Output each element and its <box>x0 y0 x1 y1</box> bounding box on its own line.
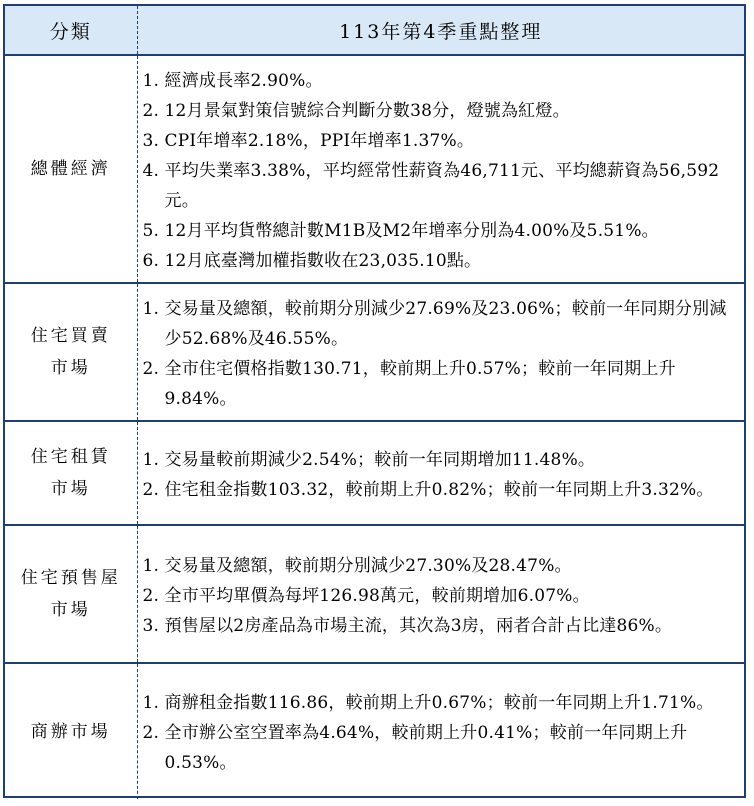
item-number: 2. <box>142 479 160 500</box>
section-category <box>5 55 137 283</box>
item-number: 1. <box>142 70 160 91</box>
item-text: 平均失業率3.38%，平均經常性薪資為46,711元、平均總薪資為56,592元。 <box>164 160 720 211</box>
list-item <box>143 611 741 641</box>
header-category: 分類 <box>5 6 137 55</box>
section-category-line: 住宅買賣 <box>30 326 111 346</box>
list-item <box>143 354 741 414</box>
list-item <box>143 216 741 246</box>
item-number: 4. <box>142 160 160 181</box>
section-items <box>137 55 744 283</box>
item-text: 12月景氣對策信號綜合判斷分數38分，燈號為紅燈。 <box>164 100 570 121</box>
summary-body <box>5 55 744 799</box>
item-text: CPI年增率2.18%，PPI年增率1.37%。 <box>164 130 475 151</box>
item-list <box>143 445 741 505</box>
summary-table <box>5 6 744 799</box>
item-text: 預售屋以2房產品為市場主流，其次為3房，兩者合計占比達86%。 <box>164 615 673 636</box>
section-category <box>5 525 137 663</box>
section-row <box>5 421 744 525</box>
section-category <box>5 663 137 799</box>
item-text: 全市平均單價為每坪126.98萬元，較前期增加6.07%。 <box>164 585 590 606</box>
section-category <box>5 283 137 421</box>
section-category-line: 市場 <box>50 479 91 499</box>
list-item <box>143 445 741 475</box>
item-number: 5. <box>142 220 160 241</box>
header-summary-title: 113年第4季重點整理 <box>137 6 744 55</box>
section-row <box>5 55 744 283</box>
list-item <box>143 156 741 216</box>
item-number: 3. <box>142 130 160 151</box>
item-text: 交易量及總額，較前期分別減少27.30%及28.47%。 <box>164 555 572 576</box>
list-item <box>143 581 741 611</box>
item-text: 全市住宅價格指數130.71，較前期上升0.57%；較前一年同期上升9.84%。 <box>164 358 676 409</box>
item-number: 1. <box>142 298 160 319</box>
item-text: 全市辦公室空置率為4.64%，較前期上升0.41%；較前一年同期上升0.53%。 <box>164 723 688 773</box>
list-item <box>143 96 741 126</box>
section-category-line: 住宅預售屋 <box>20 568 121 588</box>
section-items <box>137 525 744 663</box>
item-list <box>143 294 741 414</box>
item-list <box>143 551 741 641</box>
section-row <box>5 525 744 663</box>
item-text: 住宅租金指數103.32，較前期上升0.82%；較前一年同期上升3.32%。 <box>164 479 714 500</box>
list-item <box>143 66 741 96</box>
item-text: 12月平均貨幣總計數M1B及M2年增率分別為4.00%及5.51%。 <box>164 220 659 241</box>
section-row <box>5 663 744 799</box>
list-item <box>143 246 741 276</box>
section-items <box>137 663 744 799</box>
item-number: 2. <box>142 723 160 743</box>
section-items <box>137 421 744 525</box>
item-number: 6. <box>142 250 160 271</box>
item-number: 1. <box>142 693 160 713</box>
list-item <box>143 551 741 581</box>
list-item <box>143 126 741 156</box>
summary-table-frame <box>3 4 746 798</box>
item-text: 商辦租金指數116.86，較前期上升0.67%；較前一年同期上升1.71%。 <box>164 693 714 713</box>
item-number: 2. <box>142 358 160 379</box>
section-category-line: 住宅租賃 <box>30 447 111 467</box>
section-category-line: 市場 <box>50 600 91 620</box>
section-category-line: 市場 <box>50 358 91 378</box>
item-text: 交易量較前期減少2.54%；較前一年同期增加11.48%。 <box>164 449 596 470</box>
item-number: 1. <box>142 449 160 470</box>
section-category-line: 商辦市場 <box>30 721 111 742</box>
list-item <box>143 294 741 354</box>
list-item <box>143 688 741 718</box>
item-text: 交易量及總額，較前期分別減少27.69%及23.06%；較前一年同期分別減少52.68%及46.55%。 <box>164 298 727 349</box>
item-text: 經濟成長率2.90%。 <box>164 70 323 91</box>
list-item <box>143 475 741 505</box>
section-row <box>5 283 744 421</box>
item-number: 3. <box>142 615 160 636</box>
item-number: 1. <box>142 555 160 576</box>
list-item <box>143 718 741 778</box>
item-text: 12月底臺灣加權指數收在23,035.10點。 <box>164 250 482 271</box>
item-number: 2. <box>142 100 160 121</box>
item-number: 2. <box>142 585 160 606</box>
section-items <box>137 283 744 421</box>
item-list <box>143 66 741 276</box>
header-row <box>5 6 744 55</box>
section-category <box>5 421 137 525</box>
section-category-line: 總體經濟 <box>30 159 111 179</box>
item-list <box>143 688 741 778</box>
